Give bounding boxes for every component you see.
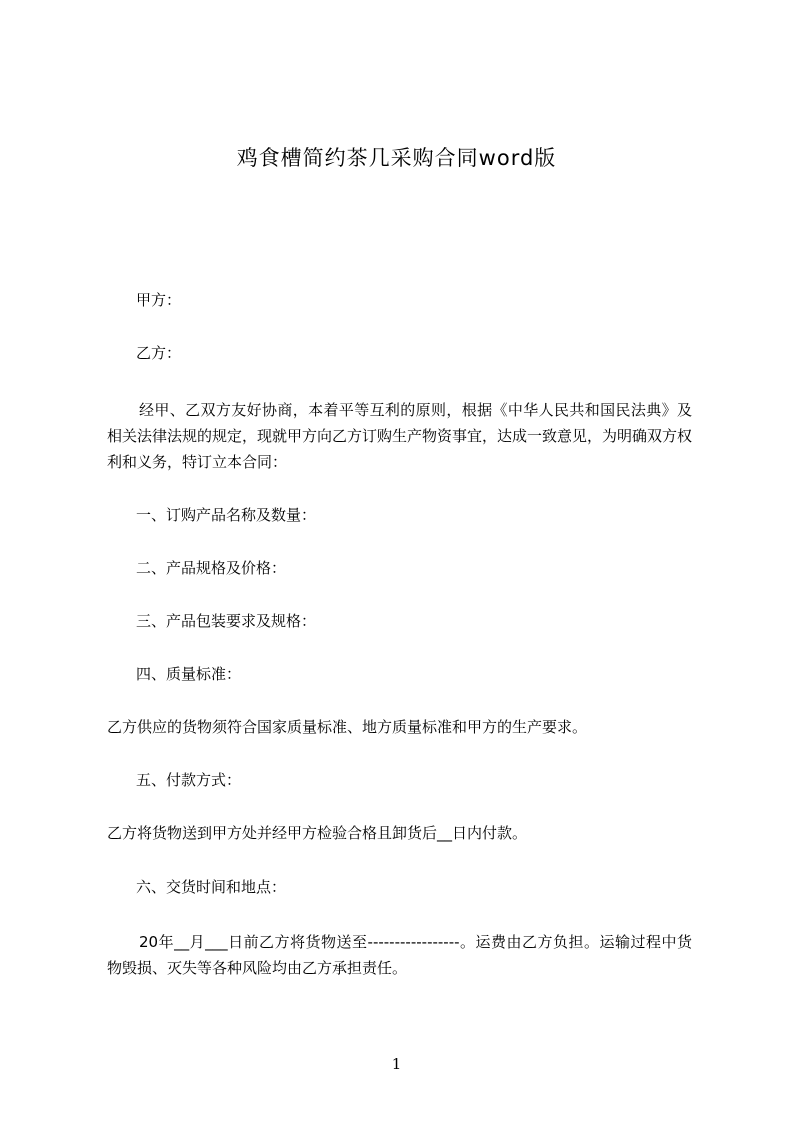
section-4-text: 乙方供应的货物须符合国家质量标准、地方质量标准和甲方的生产要求。 (107, 718, 588, 736)
section-6-text: 20年__月___日前乙方将货物送至-----------------。运费由乙方负担。运输过程中货物毁损、灭失等各种风险均由乙方承担责任。 (107, 933, 692, 977)
section-3-heading: 三、产品包装要求及规格： (136, 612, 317, 630)
section-5-heading: 五、付款方式： (136, 771, 242, 789)
section-4-heading: 四、质量标准： (136, 665, 242, 683)
party-a-label: 甲方： (136, 291, 182, 309)
party-b-label: 乙方： (136, 344, 182, 362)
section-6-heading: 六、交货时间和地点： (136, 878, 287, 896)
document-title: 鸡食槽简约茶几采购合同word版 (236, 146, 557, 170)
section-2-heading: 二、产品规格及价格： (136, 559, 287, 577)
section-1-heading: 一、订购产品名称及数量： (136, 506, 317, 524)
section-5-text: 乙方将货物送到甲方处并经甲方检验合格且卸货后__日内付款。 (107, 824, 528, 842)
page-number: 1 (391, 1055, 402, 1073)
intro-paragraph: 经甲、乙双方友好协商，本着平等互利的原则，根据《中华人民共和国民法典》及相关法律法规的规定，现就甲方向乙方订购生产物资事宜，达成一致意见，为明确双方权利和义务，特订立本合同： (107, 401, 693, 471)
